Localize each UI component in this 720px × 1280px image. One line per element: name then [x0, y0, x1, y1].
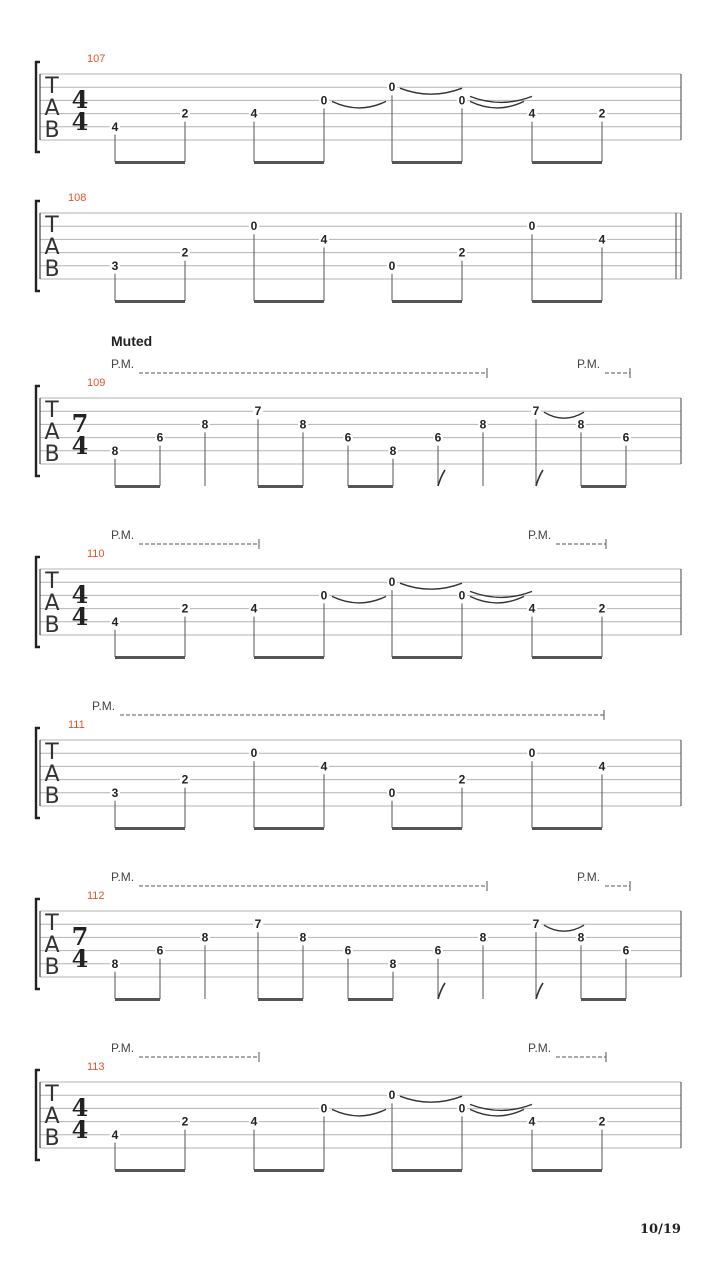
- fret-number: 2: [598, 601, 606, 616]
- fret-number: 0: [320, 93, 328, 108]
- fret-number: 3: [111, 785, 119, 800]
- fret-number: 0: [320, 1101, 328, 1116]
- tie-arc: [332, 1109, 386, 1116]
- system-bracket: [36, 728, 40, 818]
- tab-letter-a: A: [44, 591, 60, 616]
- tab-letter-b: B: [44, 955, 60, 980]
- tie-arc: [400, 583, 462, 589]
- staff-system-109: [36, 333, 681, 488]
- system-bracket: [36, 1070, 40, 1160]
- beam: [115, 656, 185, 659]
- tab-letter-a: A: [44, 933, 60, 958]
- fret-number: 6: [156, 943, 164, 958]
- bar-number: 109: [87, 377, 106, 389]
- fret-number: 8: [389, 443, 397, 458]
- time-signature-bottom: 4: [71, 431, 89, 460]
- beam: [115, 485, 160, 488]
- fret-number: 6: [434, 430, 442, 445]
- fret-number: 0: [250, 219, 258, 234]
- bar-number: 107: [87, 53, 106, 65]
- beam: [254, 1169, 324, 1172]
- tab-letter-a: A: [44, 235, 60, 260]
- time-signature-top: 4: [71, 580, 89, 609]
- fret-number: 8: [479, 417, 487, 432]
- beam: [254, 161, 324, 164]
- tab-letter-t: T: [45, 398, 59, 423]
- fret-number: 8: [111, 443, 119, 458]
- beam: [392, 1169, 462, 1172]
- fret-number: 2: [181, 106, 189, 121]
- fret-number: 2: [598, 1114, 606, 1129]
- fret-number: 3: [111, 258, 119, 273]
- eighth-note-flag: [438, 470, 445, 486]
- page-number: 10/19: [640, 1222, 681, 1237]
- time-signature-bottom: 4: [71, 602, 89, 631]
- fret-number: 2: [181, 1114, 189, 1129]
- fret-number: 8: [577, 417, 585, 432]
- system-bracket: [36, 201, 40, 291]
- bar-number: 108: [68, 192, 87, 204]
- fret-number: 8: [299, 930, 307, 945]
- beam: [392, 161, 462, 164]
- beam: [258, 998, 303, 1001]
- fret-number: 8: [201, 417, 209, 432]
- fret-number: 4: [320, 232, 328, 247]
- time-signature-top: 7: [71, 409, 89, 438]
- beam: [115, 300, 185, 303]
- beam: [532, 827, 602, 830]
- fret-number: 4: [320, 759, 328, 774]
- beam: [254, 827, 324, 830]
- fret-number: 4: [598, 759, 606, 774]
- fret-number: 2: [181, 245, 189, 260]
- time-signature-bottom: 4: [71, 1115, 89, 1144]
- eighth-note-flag: [536, 470, 543, 486]
- fret-number: 4: [111, 119, 119, 134]
- fret-number: 8: [201, 930, 209, 945]
- beam: [392, 827, 462, 830]
- fret-number: 8: [299, 417, 307, 432]
- fret-number: 0: [388, 258, 396, 273]
- beam: [115, 1169, 185, 1172]
- fret-number: 0: [250, 746, 258, 761]
- bar-number: 113: [87, 1061, 105, 1073]
- tab-letter-t: T: [45, 911, 59, 936]
- bar-number: 112: [87, 890, 105, 902]
- time-signature-bottom: 4: [71, 944, 89, 973]
- system-bracket: [36, 899, 40, 989]
- palm-mute-label: P.M.: [577, 357, 601, 371]
- fret-number: 4: [528, 601, 536, 616]
- palm-mute-label: P.M.: [111, 357, 135, 371]
- staff-system-110: [36, 528, 681, 659]
- tab-letter-b: B: [44, 784, 60, 809]
- fret-number: 8: [389, 956, 397, 971]
- tab-letter-t: T: [45, 569, 59, 594]
- fret-number: 4: [528, 106, 536, 121]
- palm-mute-label: P.M.: [111, 528, 135, 542]
- beam: [532, 656, 602, 659]
- time-signature-bottom: 4: [71, 107, 89, 136]
- fret-number: 2: [458, 245, 466, 260]
- system-bracket: [36, 557, 40, 647]
- fret-number: 0: [388, 575, 396, 590]
- tab-letter-t: T: [45, 74, 59, 99]
- system-bracket: [36, 62, 40, 152]
- palm-mute-label: P.M.: [111, 1041, 135, 1055]
- beam: [532, 161, 602, 164]
- tab-letter-a: A: [44, 96, 60, 121]
- fret-number: 7: [532, 917, 540, 932]
- beam: [254, 300, 324, 303]
- beam: [392, 300, 462, 303]
- tab-letter-b: B: [44, 442, 60, 467]
- palm-mute-label: P.M.: [528, 528, 552, 542]
- fret-number: 8: [577, 930, 585, 945]
- beam: [115, 827, 185, 830]
- tab-letter-a: A: [44, 420, 60, 445]
- fret-number: 6: [434, 943, 442, 958]
- fret-number: 0: [388, 1088, 396, 1103]
- fret-number: 0: [388, 785, 396, 800]
- beam: [581, 998, 626, 1001]
- fret-number: 4: [111, 614, 119, 629]
- fret-number: 6: [344, 943, 352, 958]
- fret-number: 7: [532, 404, 540, 419]
- time-signature-top: 4: [71, 85, 89, 114]
- fret-number: 7: [254, 404, 262, 419]
- beam: [581, 485, 626, 488]
- fret-number: 0: [528, 746, 536, 761]
- beam: [258, 485, 303, 488]
- tab-letter-t: T: [45, 213, 59, 238]
- tab-letter-b: B: [44, 118, 60, 143]
- eighth-note-flag: [536, 983, 543, 999]
- tie-arc: [332, 596, 386, 603]
- fret-number: 4: [250, 601, 258, 616]
- palm-mute-label: P.M.: [111, 870, 135, 884]
- fret-number: 4: [250, 106, 258, 121]
- tab-letter-a: A: [44, 1104, 60, 1129]
- tab-letter-t: T: [45, 740, 59, 765]
- fret-number: 2: [181, 601, 189, 616]
- beam: [115, 161, 185, 164]
- tab-letter-b: B: [44, 1126, 60, 1151]
- beam: [532, 300, 602, 303]
- beam: [348, 998, 393, 1001]
- fret-number: 4: [111, 1127, 119, 1142]
- beam: [115, 998, 160, 1001]
- fret-number: 0: [458, 588, 466, 603]
- bar-number: 111: [68, 719, 85, 731]
- tie-arc: [400, 88, 462, 94]
- beam: [348, 485, 393, 488]
- tab-letter-b: B: [44, 257, 60, 282]
- fret-number: 4: [598, 232, 606, 247]
- palm-mute-label: P.M.: [528, 1041, 552, 1055]
- fret-number: 4: [250, 1114, 258, 1129]
- bar-number: 110: [87, 548, 105, 560]
- palm-mute-label: P.M.: [92, 699, 116, 713]
- system-bracket: [36, 386, 40, 476]
- time-signature-top: 4: [71, 1093, 89, 1122]
- tab-letter-t: T: [45, 1082, 59, 1107]
- fret-number: 2: [598, 106, 606, 121]
- fret-number: 0: [458, 93, 466, 108]
- fret-number: 6: [156, 430, 164, 445]
- tie-arc: [332, 101, 386, 108]
- staff-system-111: [36, 699, 681, 830]
- fret-number: 6: [622, 430, 630, 445]
- section-label-muted: Muted: [111, 333, 153, 349]
- staff-system-107: [36, 53, 681, 164]
- staff-system-113: [36, 1041, 681, 1172]
- fret-number: 0: [458, 1101, 466, 1116]
- tab-letter-a: A: [44, 762, 60, 787]
- fret-number: 7: [254, 917, 262, 932]
- fret-number: 4: [528, 1114, 536, 1129]
- fret-number: 2: [181, 772, 189, 787]
- fret-number: 0: [388, 80, 396, 95]
- time-signature-top: 7: [71, 922, 89, 951]
- palm-mute-label: P.M.: [577, 870, 601, 884]
- beam: [532, 1169, 602, 1172]
- fret-number: 8: [111, 956, 119, 971]
- beam: [254, 656, 324, 659]
- tab-letter-b: B: [44, 613, 60, 638]
- fret-number: 6: [622, 943, 630, 958]
- fret-number: 0: [528, 219, 536, 234]
- fret-number: 2: [458, 772, 466, 787]
- tie-arc: [400, 1096, 462, 1102]
- eighth-note-flag: [438, 983, 445, 999]
- staff-system-108: [36, 192, 681, 303]
- fret-number: 8: [479, 930, 487, 945]
- beam: [392, 656, 462, 659]
- fret-number: 0: [320, 588, 328, 603]
- fret-number: 6: [344, 430, 352, 445]
- staff-system-112: [36, 870, 681, 1001]
